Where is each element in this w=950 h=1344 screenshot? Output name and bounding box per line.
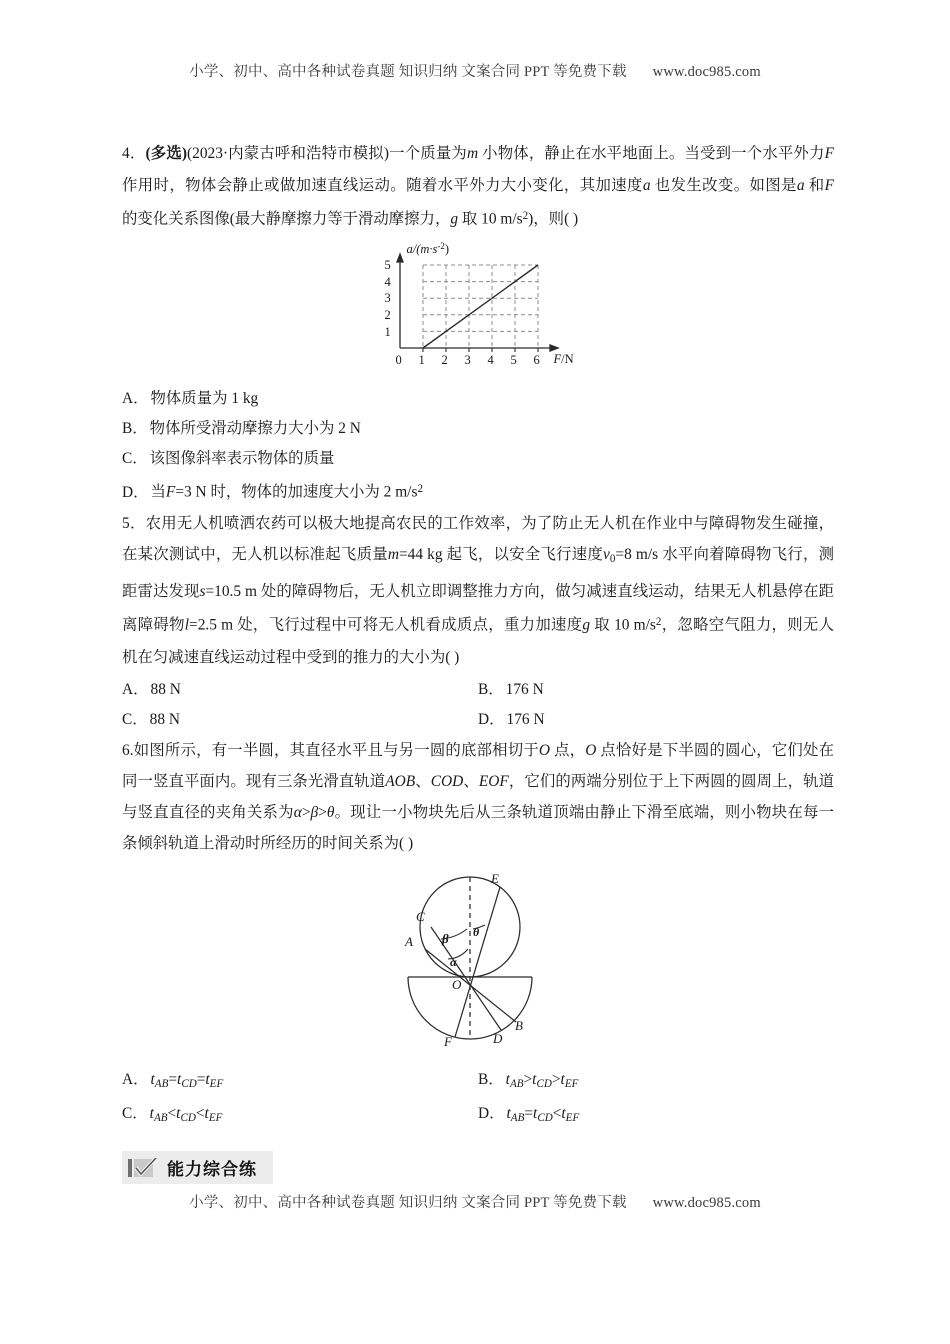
section-banner-title: 能力综合练 bbox=[167, 1160, 257, 1181]
q5-val-v: =8 m/s 水平向着障碍物飞行，测距雷达发现 bbox=[122, 546, 834, 600]
q5-var-m: m bbox=[387, 546, 399, 564]
track-eof bbox=[455, 887, 500, 1037]
question-4-text: 4．(多选)(2023·内蒙古呼和浩特市模拟)一个质量为m 小物体，静止在水平地面上。当受到一个水平外力F 作用时，物体会静止或做加速直线运动。随着水平外力大小变化，其加速度a 也发生改变。如图是a 和F 的变化关系图像(最大静摩擦力等于滑动摩擦力，g 取 10 $m/s^2$)，则( ) bbox=[122, 145, 834, 228]
q6-var-o1: O bbox=[538, 742, 551, 760]
q6-option-c-label: C． bbox=[122, 1105, 148, 1123]
q6-body-1: 如图所示，有一半圆，其直径水平且与另一圆的底部相切于 bbox=[133, 742, 539, 760]
question-5-text: 5．农用无人机喷洒农药可以极大地提高农民的工作效率，为了防止无人机在作业中与障碍物发生碰撞，在某次测试中，无人机以标准起飞质量m=44 kg 起飞，以安全飞行速度$v_0=8$ m/s 水平向着障碍物飞行，测距雷达发现s=10.5 m 处的障碍物后，无人机立即调整推力方向，做匀减速直线运动，结果无人机悬停在距离障碍物l=2.5 m 处，飞行过程中可将无人机看成质点，重力加速度g 取 10 $m/s^2$，忽略空气阻力，则无人机在匀减速直线运动过程中受到的推力的大小为( ) bbox=[122, 514, 834, 666]
q6-b-t2: t bbox=[532, 1071, 537, 1089]
y-tick-5: 5 bbox=[384, 258, 391, 273]
q5-option-b-text: 176 N bbox=[505, 681, 544, 699]
figure-af-graph bbox=[371, 243, 586, 378]
page-footer bbox=[0, 1191, 950, 1212]
q5-option-a-text: 88 N bbox=[150, 681, 181, 699]
q6-d-op1: = bbox=[524, 1105, 534, 1123]
q4-var-a: a bbox=[642, 176, 651, 194]
x-tick-0: 0 bbox=[395, 353, 402, 368]
q5-option-d-label: D． bbox=[478, 711, 505, 729]
q5-options-row-2 bbox=[122, 705, 834, 735]
label-E: E bbox=[491, 871, 499, 887]
q6-c-op1: < bbox=[167, 1105, 177, 1123]
q4-option-a-label: A． bbox=[122, 390, 149, 408]
figure-circles-wrapper bbox=[122, 863, 834, 1063]
q5-option-a-label: A． bbox=[122, 681, 149, 699]
q6-options-row-1 bbox=[122, 1065, 834, 1099]
q5-val-m: =44 kg 起飞，以安全飞行速度 bbox=[398, 546, 604, 564]
q5-var-s: s bbox=[199, 582, 206, 600]
q4-option-b-text: 物体所受滑动摩擦力大小为 2 N bbox=[149, 420, 361, 438]
q6-c-s3: EF bbox=[208, 1112, 223, 1125]
q4-body-2: 小物体，静止在水平地面上。当受到一个水平外力 bbox=[478, 145, 825, 162]
q4-number: 4 bbox=[122, 145, 130, 162]
checkmark-icon bbox=[128, 1158, 158, 1178]
q6-a-t1: t bbox=[150, 1071, 155, 1089]
q6-angle-beta: β bbox=[310, 804, 319, 822]
header-url: www.doc985.com bbox=[652, 64, 761, 80]
q6-b-s1: AB bbox=[509, 1078, 524, 1091]
q5-options-row-1 bbox=[122, 675, 834, 705]
q4-option-b[interactable] bbox=[122, 414, 834, 444]
x-axis-label-unit: /N bbox=[561, 352, 574, 367]
q6-a-t2: t bbox=[177, 1071, 182, 1089]
q6-a-op2: = bbox=[196, 1071, 206, 1089]
q4-option-d-label: D． bbox=[122, 483, 149, 501]
q6-b-op2: > bbox=[551, 1071, 561, 1089]
q5-option-c[interactable] bbox=[122, 705, 478, 735]
q6-a-s1: AB bbox=[154, 1078, 169, 1091]
q6-track-1: AOB bbox=[385, 773, 416, 791]
label-D: D bbox=[493, 1031, 503, 1047]
page-content bbox=[122, 138, 834, 1184]
q4-tag: (多选) bbox=[145, 145, 188, 162]
q6-option-a[interactable] bbox=[122, 1065, 478, 1099]
q4-body-7: 取 10 m/s bbox=[458, 210, 523, 228]
q6-a-op1: = bbox=[168, 1071, 178, 1089]
q6-a-s3: EF bbox=[209, 1078, 224, 1091]
q6-track-3: EOF bbox=[478, 773, 509, 791]
q6-d-s1: AB bbox=[510, 1112, 525, 1125]
x-tick-6: 6 bbox=[533, 353, 540, 368]
q6-d-t3: t bbox=[561, 1105, 566, 1123]
q4-var-g: g bbox=[450, 210, 459, 228]
q5-option-a[interactable] bbox=[122, 675, 478, 705]
x-axis-label-var: F bbox=[553, 352, 562, 367]
label-O: O bbox=[452, 977, 462, 993]
q5-val-l: =2.5 m 处，飞行过程中可将无人机看成质点，重力加速度 bbox=[189, 617, 583, 635]
q6-body-4: ，它们的两端分别位于上下两圆的圆周上，轨道与竖直直径的夹角关系为 bbox=[122, 773, 834, 822]
q6-sep-1: 、 bbox=[415, 773, 431, 791]
q6-d-op2: < bbox=[552, 1105, 562, 1123]
q6-var-o2: O bbox=[585, 742, 597, 760]
q5-body-1: 农用无人机喷洒农药可以极大地提高农民的工作效率，为了防止无人机在作业中与障碍物发生碰撞，在某次测试中，无人机以标准起飞质量 bbox=[122, 514, 834, 564]
question-6-options bbox=[122, 1065, 834, 1133]
question-4-options bbox=[122, 384, 834, 508]
q4-sup-2: 2 bbox=[522, 210, 529, 222]
q6-a-s2: CD bbox=[181, 1078, 197, 1091]
x-tick-2: 2 bbox=[441, 353, 448, 368]
q5-option-b-label: B． bbox=[478, 681, 504, 699]
q5-number: 5 bbox=[122, 514, 130, 532]
q4-source: (2023·内蒙古呼和浩特市模拟) bbox=[187, 145, 389, 162]
q5-val-g: 取 10 m/s bbox=[590, 617, 656, 635]
q6-c-op2: < bbox=[195, 1105, 205, 1123]
header-text: 小学、初中、高中各种试卷真题 知识归纳 文案合同 PPT 等免费下载 bbox=[189, 64, 627, 80]
q5-option-d-text: 176 N bbox=[506, 711, 545, 729]
q4-option-c[interactable] bbox=[122, 444, 834, 474]
figure-circles bbox=[378, 863, 578, 1063]
q4-var-a2: a bbox=[796, 176, 805, 194]
circles-svg bbox=[378, 863, 578, 1063]
q4-body-3: 作用时，物体会静止或做加速直线运动。随着水平外力大小变化，其加速度 bbox=[122, 176, 643, 194]
q4-var-m: m bbox=[467, 145, 479, 162]
q6-option-b-label: B． bbox=[478, 1071, 504, 1089]
q5-option-c-label: C． bbox=[122, 711, 148, 729]
q6-track-2: COD bbox=[430, 773, 464, 791]
label-B: B bbox=[515, 1018, 523, 1034]
q6-option-d[interactable] bbox=[478, 1099, 834, 1133]
q5-option-d[interactable] bbox=[478, 705, 834, 735]
y-tick-3: 3 bbox=[384, 291, 391, 306]
q6-d-t2: t bbox=[533, 1105, 538, 1123]
q4-option-d-var: F bbox=[165, 483, 176, 501]
q6-d-t1: t bbox=[506, 1105, 511, 1123]
q4-body-6: 的变化关系图像(最大静摩擦力等于滑动摩擦力， bbox=[122, 210, 451, 228]
q5-body-end: ，忽略空气阻力，则无人机在匀减速直线运动过程中受到的推力的大小为( ) bbox=[122, 617, 834, 666]
q4-body-5: 和 bbox=[804, 176, 825, 194]
q5-var-l: l bbox=[184, 617, 190, 635]
q6-c-s1: AB bbox=[153, 1112, 168, 1125]
q6-b-s2: CD bbox=[536, 1078, 552, 1091]
footer-text: 小学、初中、高中各种试卷真题 知识归纳 文案合同 PPT 等免费下载 bbox=[189, 1195, 627, 1211]
label-F: F bbox=[444, 1034, 452, 1050]
y-axis-label-text: a/(m·s bbox=[406, 241, 438, 256]
q6-d-s3: EF bbox=[565, 1112, 580, 1125]
q4-option-a[interactable] bbox=[122, 384, 834, 414]
q5-sub-v: 0 bbox=[609, 553, 616, 566]
y-tick-4: 4 bbox=[384, 274, 391, 289]
q4-option-d-pre: 当 bbox=[150, 483, 166, 501]
y-axis bbox=[397, 254, 403, 348]
q6-c-s2: CD bbox=[180, 1112, 196, 1125]
q6-angle-theta: θ bbox=[326, 804, 335, 822]
q4-option-a-text: 物体质量为 1 kg bbox=[150, 390, 259, 408]
q6-body-3: 点恰好是下半圆的圆心，它们处在同一竖直平面内。现有三条光滑直轨道 bbox=[122, 742, 834, 791]
x-tick-4: 4 bbox=[487, 353, 494, 368]
q6-sep-2: 、 bbox=[463, 773, 479, 791]
q5-sup-2: 2 bbox=[655, 616, 662, 629]
q6-option-b[interactable] bbox=[478, 1065, 834, 1099]
q6-b-s3: EF bbox=[564, 1078, 579, 1091]
question-5-options bbox=[122, 675, 834, 735]
q4-option-d[interactable] bbox=[122, 474, 834, 508]
x-tick-1: 1 bbox=[418, 353, 425, 368]
q6-option-c[interactable] bbox=[122, 1099, 478, 1133]
q6-b-t1: t bbox=[505, 1071, 510, 1089]
q4-option-d-sup: 2 bbox=[417, 483, 423, 496]
y-axis-label-sup: -2 bbox=[437, 241, 445, 252]
data-line bbox=[423, 265, 538, 348]
q4-option-b-label: B． bbox=[122, 420, 148, 438]
label-alpha: α bbox=[450, 955, 457, 970]
y-tick-1: 1 bbox=[384, 324, 391, 339]
q6-b-t3: t bbox=[560, 1071, 565, 1089]
q6-number: 6. bbox=[122, 742, 134, 760]
q4-option-c-label: C． bbox=[122, 450, 148, 468]
q5-option-b[interactable] bbox=[478, 675, 834, 705]
x-tick-5: 5 bbox=[510, 353, 517, 368]
x-tick-3: 3 bbox=[464, 353, 471, 368]
y-axis-label-end: ) bbox=[444, 241, 450, 256]
q6-c-t1: t bbox=[149, 1105, 154, 1123]
q4-option-c-text: 该图像斜率表示物体的质量 bbox=[149, 450, 335, 468]
q6-body-2: 点， bbox=[550, 742, 586, 760]
q6-gt-1: > bbox=[301, 804, 311, 822]
label-C: C bbox=[416, 909, 425, 925]
y-axis-label bbox=[407, 241, 450, 257]
x-axis-label bbox=[554, 352, 574, 367]
section-banner bbox=[122, 1151, 273, 1184]
q6-c-t3: t bbox=[204, 1105, 209, 1123]
q6-b-op1: > bbox=[523, 1071, 533, 1089]
q6-a-t3: t bbox=[205, 1071, 210, 1089]
footer-url: www.doc985.com bbox=[652, 1195, 761, 1211]
q4-var-F2: F bbox=[824, 176, 834, 194]
label-beta: β bbox=[442, 931, 449, 947]
q6-gt-2: > bbox=[318, 804, 327, 822]
label-A: A bbox=[405, 934, 413, 950]
question-6-text bbox=[122, 735, 834, 859]
q6-body-5: 。现让一小物块先后从三条轨道顶端由静止下滑至底端，则小物块在每一条倾斜轨道上滑动时所经历的时间关系为( ) bbox=[122, 804, 834, 853]
y-tick-2: 2 bbox=[384, 307, 391, 322]
q5-val-s: =10.5 m 处的障碍物后，无人机立即调整推力方向，做匀减速直线运动，结果无人机悬停在距离障碍物 bbox=[122, 582, 834, 635]
label-theta: θ bbox=[473, 925, 480, 940]
q6-options-row-2 bbox=[122, 1099, 834, 1133]
q6-option-a-label: A． bbox=[122, 1071, 149, 1089]
q5-var-g: g bbox=[582, 617, 591, 635]
q6-option-d-label: D． bbox=[478, 1105, 505, 1123]
figure-af-graph-wrapper bbox=[122, 243, 834, 378]
q4-body-8: )，则( ) bbox=[528, 210, 579, 228]
q5-option-c-text: 88 N bbox=[149, 711, 181, 729]
q5-var-v: v bbox=[603, 546, 610, 564]
page-header bbox=[0, 60, 950, 81]
q6-angle-alpha: α bbox=[293, 804, 302, 822]
q6-d-s2: CD bbox=[537, 1112, 553, 1125]
q4-var-F: F bbox=[824, 145, 834, 162]
q4-option-d-mid: =3 N 时，物体的加速度大小为 2 m/s bbox=[175, 483, 418, 501]
q4-body-1: 一个质量为 bbox=[389, 145, 467, 162]
q4-body-4: 也发生改变。如图是 bbox=[650, 176, 797, 194]
q6-c-t2: t bbox=[176, 1105, 181, 1123]
